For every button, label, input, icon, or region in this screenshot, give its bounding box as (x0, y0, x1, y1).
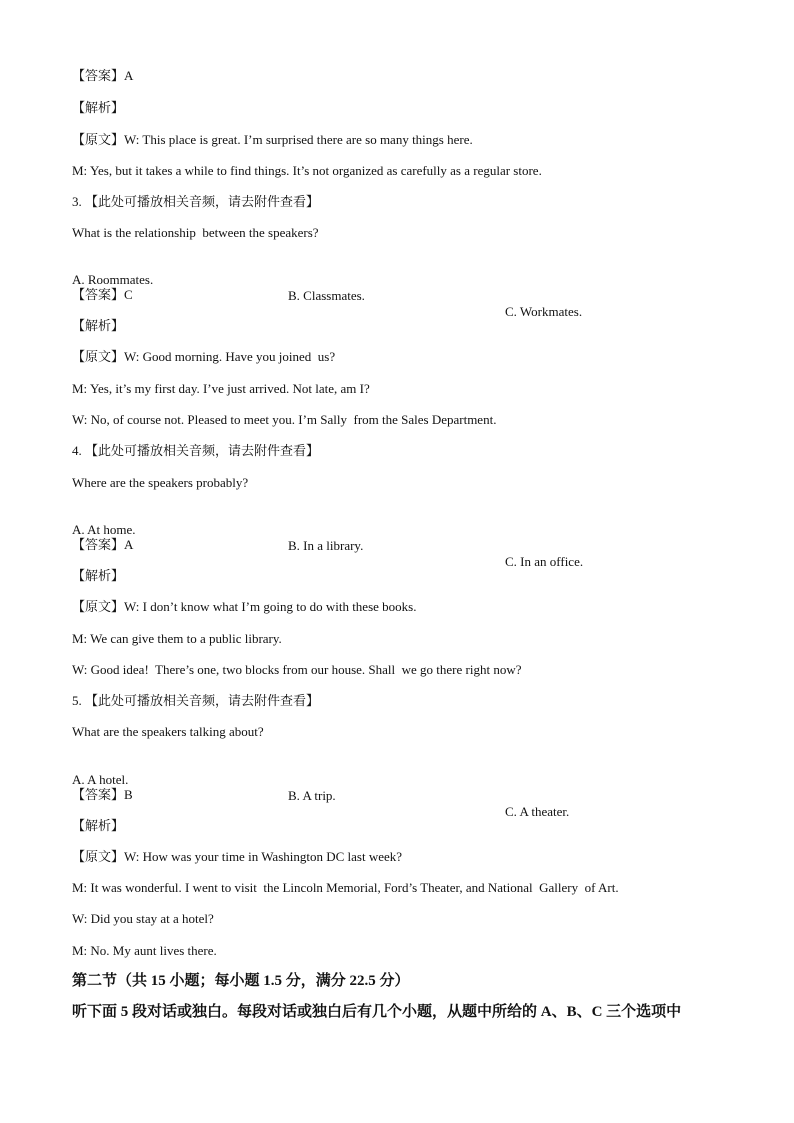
q5-script-line-1: 【原文】W: How was your time in Washington DC last week? (72, 849, 403, 864)
q4-script-line-3: W: Good idea! There’s one, two blocks from our house. Shall we go there right now? (72, 662, 522, 677)
q4-script-line-2: M: We can give them to a public library. (72, 631, 282, 646)
q3-option-c: C. Workmates. (505, 304, 583, 319)
q3-script-line-1: 【原文】W: Good morning. Have you joined us? (72, 349, 336, 364)
q3-options (72, 256, 722, 336)
q4-option-b: B. In a library. (288, 538, 364, 553)
q4-option-c: C. In an office. (505, 554, 584, 569)
q3-title: 3. 【此处可播放相关音频，请去附件查看】 (72, 194, 320, 209)
q5-option-b: B. A trip. (288, 788, 336, 803)
q2-script-line-1: 【原文】W: This place is great. I’m surprised there are so many things here. (72, 132, 473, 147)
q5-option-a: A. A hotel. (72, 772, 129, 787)
q3-script-line-3: W: No, of course not. Pleased to meet you. I’m Sally from the Sales Department. (72, 412, 497, 427)
q4-analysis: 【解析】 (72, 568, 125, 583)
q5-script-line-3: W: Did you stay at a hotel? (72, 911, 214, 926)
q3-option-a: A. Roommates. (72, 272, 154, 287)
q4-option-a: A. At home. (72, 522, 136, 537)
q4-script-line-1: 【原文】W: I don’t know what I’m going to do with these books. (72, 599, 417, 614)
q5-answer: 【答案】B (72, 787, 133, 802)
q3-analysis: 【解析】 (72, 318, 125, 333)
section2-instruction: 听下面 5 段对话或独白。每段对话或独白后有几个小题，从题中所给的 A、B、C 三个选项中 (72, 1004, 682, 1020)
q5-question: What are the speakers talking about? (72, 724, 264, 739)
q5-option-c: C. A theater. (505, 804, 570, 819)
q5-options (72, 756, 722, 836)
q2-answer: 【答案】A (72, 68, 134, 83)
q5-script-line-2: M: It was wonderful. I went to visit the Lincoln Memorial, Ford’s Theater, and National Gallery of Art. (72, 880, 619, 895)
q5-script-line-4: M: No. My aunt lives there. (72, 943, 217, 958)
q3-answer: 【答案】C (72, 287, 133, 302)
section2-heading: 第二节（共 15 小题；每小题 1.5 分，满分 22.5 分） (72, 973, 410, 989)
q4-options (72, 506, 722, 586)
q4-title: 4. 【此处可播放相关音频，请去附件查看】 (72, 443, 320, 458)
q2-analysis: 【解析】 (72, 100, 125, 115)
q3-question: What is the relationship between the speakers? (72, 225, 319, 240)
q3-script-line-2: M: Yes, it’s my first day. I’ve just arrived. Not late, am I? (72, 381, 370, 396)
q4-answer: 【答案】A (72, 537, 134, 552)
q5-title: 5. 【此处可播放相关音频，请去附件查看】 (72, 693, 320, 708)
q4-question: Where are the speakers probably? (72, 475, 249, 490)
q2-script-line-2: M: Yes, but it takes a while to find things. It’s not organized as carefully as a regular store. (72, 163, 542, 178)
q3-option-b: B. Classmates. (288, 288, 365, 303)
q5-analysis: 【解析】 (72, 818, 125, 833)
